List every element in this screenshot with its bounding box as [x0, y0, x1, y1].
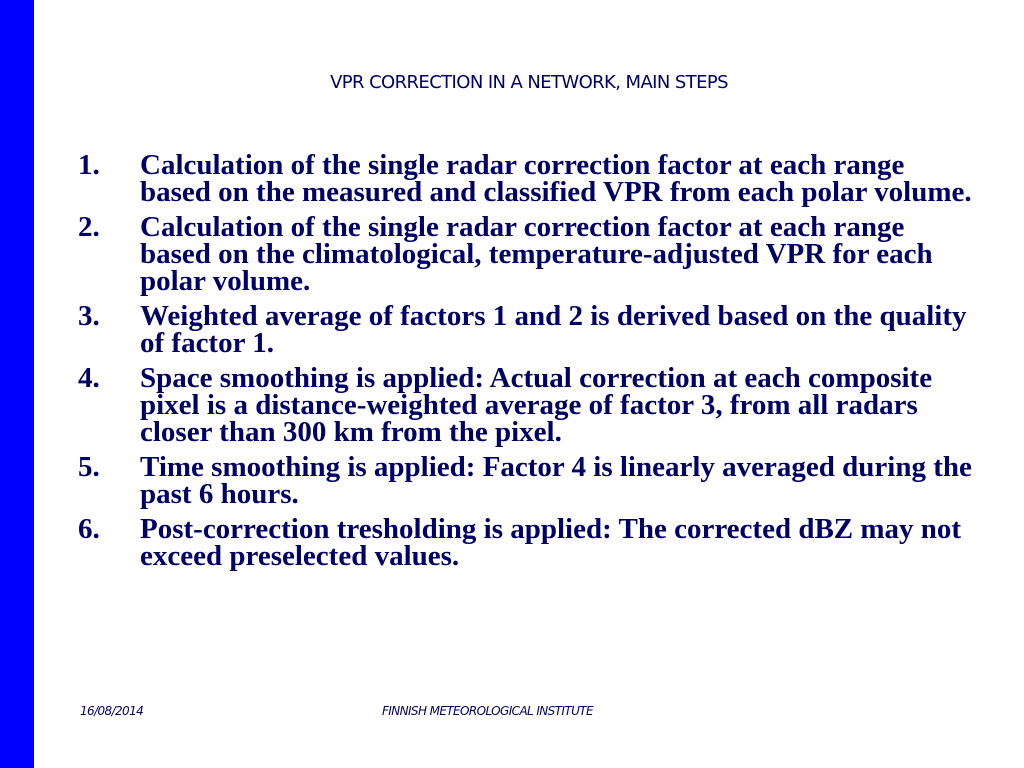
footer-organization: FINNISH METEOROLOGICAL INSTITUTE — [382, 704, 593, 718]
slide-title: VPR CORRECTION IN A NETWORK, MAIN STEPS — [330, 72, 728, 93]
step-number: 2. — [78, 211, 100, 243]
step-item — [78, 300, 978, 359]
step-item — [78, 362, 978, 448]
step-item — [78, 211, 978, 297]
side-accent-bar — [0, 0, 34, 768]
step-text: Space smoothing is applied: Actual correction at each composite pixel is a distance-weighted average of factor 3, from all radars closer than 300 km from the pixel. — [140, 362, 933, 448]
step-text: Time smoothing is applied: Factor 4 is linearly averaged during the past 6 hours. — [140, 451, 972, 510]
step-item — [78, 451, 978, 510]
step-item — [78, 149, 978, 208]
step-number: 6. — [78, 513, 100, 545]
footer-date: 16/08/2014 — [80, 704, 144, 718]
step-text: Weighted average of factors 1 and 2 is derived based on the quality of factor 1. — [140, 300, 967, 359]
step-text: Post-correction tresholding is applied: The corrected dBZ may not exceed preselected values. — [140, 513, 962, 572]
steps-list — [78, 149, 978, 578]
step-number: 1. — [78, 149, 100, 181]
step-number: 3. — [78, 300, 100, 332]
step-text: Calculation of the single radar correction factor at each range based on the measured and classified VPR from each polar volume. — [140, 149, 972, 208]
step-number: 4. — [78, 362, 100, 394]
step-number: 5. — [78, 451, 100, 483]
step-text: Calculation of the single radar correction factor at each range based on the climatological, temperature-adjusted VPR for each polar volume. — [140, 211, 933, 297]
step-item — [78, 513, 978, 572]
